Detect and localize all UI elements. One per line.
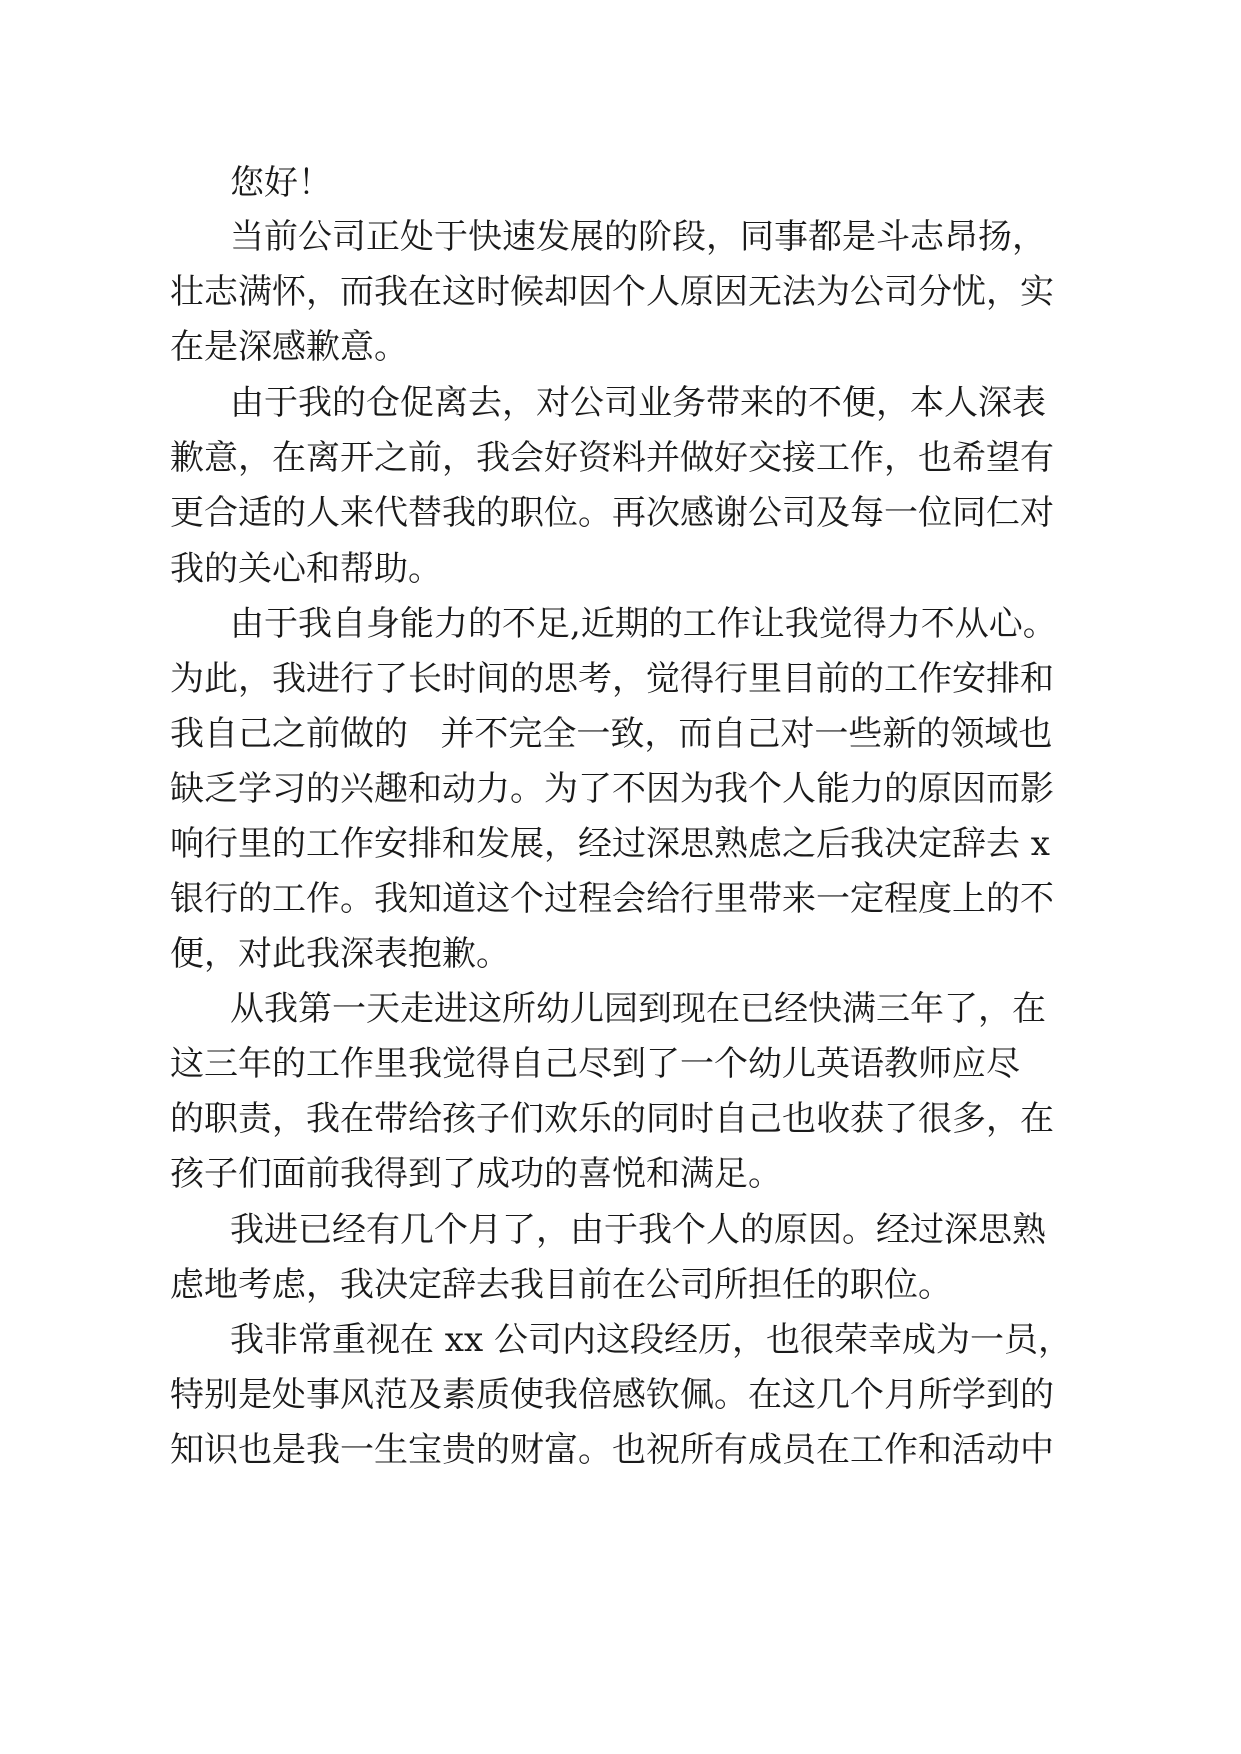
paragraph-line: 响行里的工作安排和发展，经过深思熟虑之后我决定辞去 x: [170, 824, 1050, 864]
paragraph-line: 孩子们面前我得到了成功的喜悦和满足。: [170, 1154, 782, 1194]
paragraph-line: 为此，我进行了长时间的思考，觉得行里目前的工作安排和: [170, 659, 1054, 699]
paragraph-line: 的职责，我在带给孩子们欢乐的同时自己也收获了很多，在: [170, 1099, 1054, 1139]
paragraph-line: 便，对此我深表抱歉。: [170, 934, 510, 974]
paragraph-line: 我自己之前做的 并不完全一致，而自己对一些新的领域也: [170, 714, 1053, 754]
paragraph-line: 特别是处事风范及素质使我倍感钦佩。在这几个月所学到的: [170, 1375, 1054, 1415]
paragraph-line: 知识也是我一生宝贵的财富。也祝所有成员在工作和活动中: [170, 1430, 1054, 1470]
paragraph-line: 在是深感歉意。: [170, 327, 408, 367]
paragraph-line: 由于我自身能力的不足,近期的工作让我觉得力不从心。: [230, 604, 1057, 644]
paragraph-line: 我非常重视在 xx 公司内这段经历，也很荣幸成为一员，: [230, 1320, 1072, 1360]
paragraph-line: 我进已经有几个月了，由于我个人的原因。经过深思熟: [230, 1210, 1046, 1250]
paragraph-line: 虑地考虑，我决定辞去我目前在公司所担任的职位。: [170, 1265, 952, 1305]
paragraph-line: 由于我的仓促离去，对公司业务带来的不便，本人深表: [230, 383, 1046, 423]
paragraph-line: 从我第一天走进这所幼儿园到现在已经快满三年了，在: [230, 989, 1046, 1029]
paragraph-line: 我的关心和帮助。: [170, 549, 442, 589]
greeting-line: 您好！: [230, 163, 332, 203]
paragraph-line: 更合适的人来代替我的职位。再次感谢公司及每一位同仁对: [170, 493, 1054, 533]
paragraph-line: 当前公司正处于快速发展的阶段，同事都是斗志昂扬，: [230, 217, 1046, 257]
paragraph-line: 缺乏学习的兴趣和动力。为了不因为我个人能力的原因而影: [170, 769, 1054, 809]
paragraph-line: 歉意，在离开之前，我会好资料并做好交接工作，也希望有: [170, 438, 1054, 478]
paragraph-line: 壮志满怀，而我在这时候却因个人原因无法为公司分忧，实: [170, 272, 1054, 312]
paragraph-line: 这三年的工作里我觉得自己尽到了一个幼儿英语教师应尽: [170, 1044, 1020, 1084]
paragraph-line: 银行的工作。我知道这个过程会给行里带来一定程度上的不: [170, 879, 1054, 919]
